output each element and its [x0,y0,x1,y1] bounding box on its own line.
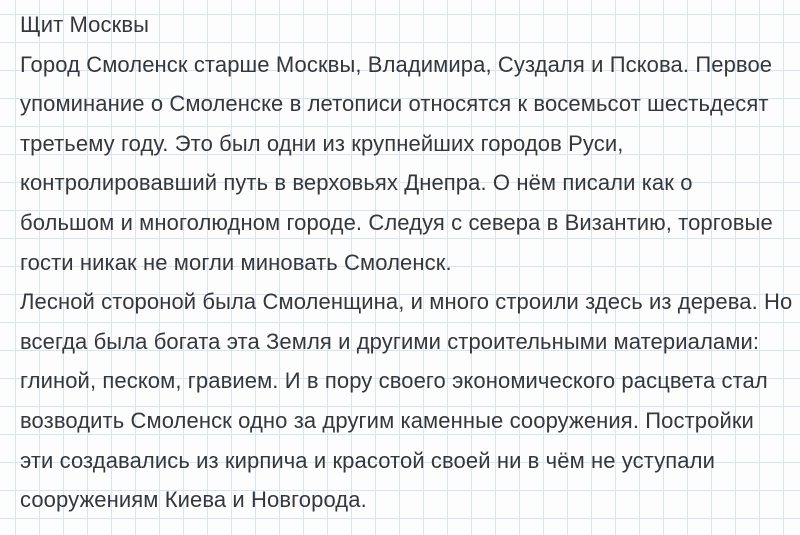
paragraph-1-line-4: контролировавший путь в верховьях Днепра. О нём писали как о [20,170,693,196]
paragraph-2-line-6: сооружениям Киева и Новгорода. [20,487,367,513]
paragraph-2 [20,282,793,520]
paragraph-2-line-4: возводить Смоленск одно за другим каменные сооружения. Постройки [20,407,754,433]
text-content [20,5,793,520]
page-title: Щит Москвы [20,12,150,37]
paragraph-1-line-3: третьему году. Это был одни из крупнейших городов Руси, [20,130,624,156]
paragraph-1-line-1: Город Смоленск старше Москвы, Владимира, Суздаля и Пскова. Первое [20,51,773,77]
paragraph-2-line-1: Лесной стороной была Смоленщина, и много строили здесь из дерева. Но [20,289,793,315]
paragraph-1-line-5: большом и многолюдном городе. Следуя с севера в Византию, торговые [20,209,773,235]
paragraph-2-line-3: глиной, песком, гравием. И в пору своего экономического расцвета стал [20,368,768,394]
paragraph-1-line-6: гости никак не могли миновать Смоленск. [20,249,452,275]
paragraph-1 [20,45,786,283]
paragraph-2-line-2: всегда была богата эта Земля и другими строительными материалами: [20,328,760,354]
paragraph-1-line-2: упоминание о Смоленске в летописи относятся к восемьсот шестьдесят [20,91,769,117]
paragraph-2-line-5: эти создавались из кирпича и красотой своей ни в чём не уступали [20,447,715,473]
